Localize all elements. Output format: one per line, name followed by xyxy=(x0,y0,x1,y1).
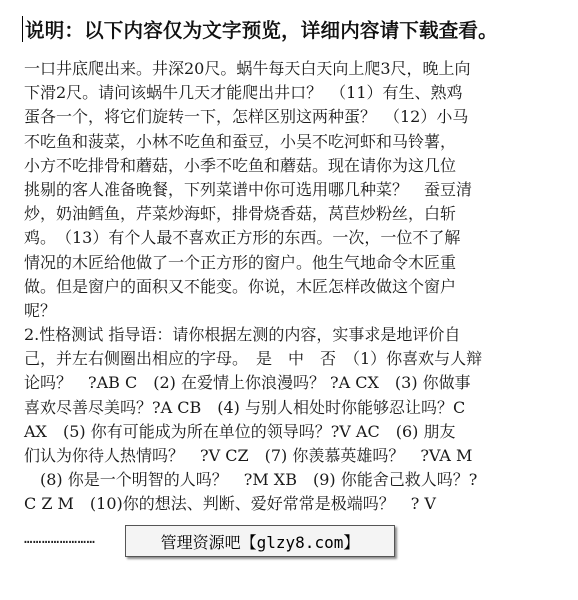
body-line: 喜欢尽善尽美吗？?A CB (4) 与别人相处时你能够忍让吗？C xyxy=(24,397,466,417)
body-line: AX (5) 你有可能成为所在单位的领导吗？?V AC (6) 朋友 xyxy=(24,421,456,441)
body-line: 2.性格测试 指导语：请你根据左测的内容，实事求是地评价自 xyxy=(24,325,461,345)
preview-notice: 说明：以下内容仅为文字预览，详细内容请下载查看。 xyxy=(25,19,498,42)
body-line: 炒，奶油鳕鱼，芹菜炒海虾，排骨烧香菇，莴苣炒粉丝，白斩 xyxy=(24,204,457,224)
body-line: 一口井底爬出来。井深20尺。蜗牛每天白天向上爬3尺，晚上向 xyxy=(24,59,471,78)
body-line: 做。但是窗户的面积又不能变。你说，木匠怎样改做这个窗户 xyxy=(24,276,457,296)
body-line: 挑剔的客人准备晚餐，下列菜谱中你可选用哪几种菜？ 蚕豆清 xyxy=(24,179,473,199)
body-line: 下滑2尺。请问该蜗牛几天才能爬出井口？ （11）有生、熟鸡 xyxy=(24,83,463,103)
body-line: 论吗？ ?AB C (2) 在爱情上你浪漫吗？ ?A CX (3) 你做事 xyxy=(24,373,471,393)
body-line: 们认为你待人热情吗？ ?V CZ (7) 你羡慕英雄吗？ ?VA M xyxy=(24,446,473,465)
body-line: 不吃鱼和菠菜，小林不吃鱼和蚕豆，小吴不吃河虾和马铃薯， xyxy=(24,131,457,151)
body-line: C Z M (10)你的想法、判断、爱好常常是极端吗？ ? V xyxy=(24,494,436,514)
text-cursor xyxy=(22,16,23,42)
body-line: 情况的木匠给他做了一个正方形的窗户。他生气地命令木匠重 xyxy=(24,252,457,272)
body-line: 呢？ xyxy=(24,300,57,320)
body-line: 己，并左右侧圈出相应的字母。 是 中 否 （1）你喜欢与人辩 xyxy=(24,349,483,369)
body-line: 蛋各一个，将它们旋转一下，怎样区别这两种蛋？ （12）小马 xyxy=(24,107,469,127)
document-body xyxy=(24,57,562,517)
body-line: 鸡。 （13）有个人最不喜欢正方形的东西。一次，一位不了解 xyxy=(24,228,461,248)
body-line: (8) 你是一个明智的人吗？ ?M XB (9) 你能舍己救人吗？? xyxy=(24,470,478,490)
watermark-banner: 管理资源吧【glzy8.com】 xyxy=(125,525,395,557)
truncation-dots: …………………… xyxy=(24,531,96,547)
body-line: 小方不吃排骨和蘑菇，小季不吃鱼和蘑菇。现在请你为这几位 xyxy=(24,155,457,175)
notice-bar xyxy=(22,12,498,46)
